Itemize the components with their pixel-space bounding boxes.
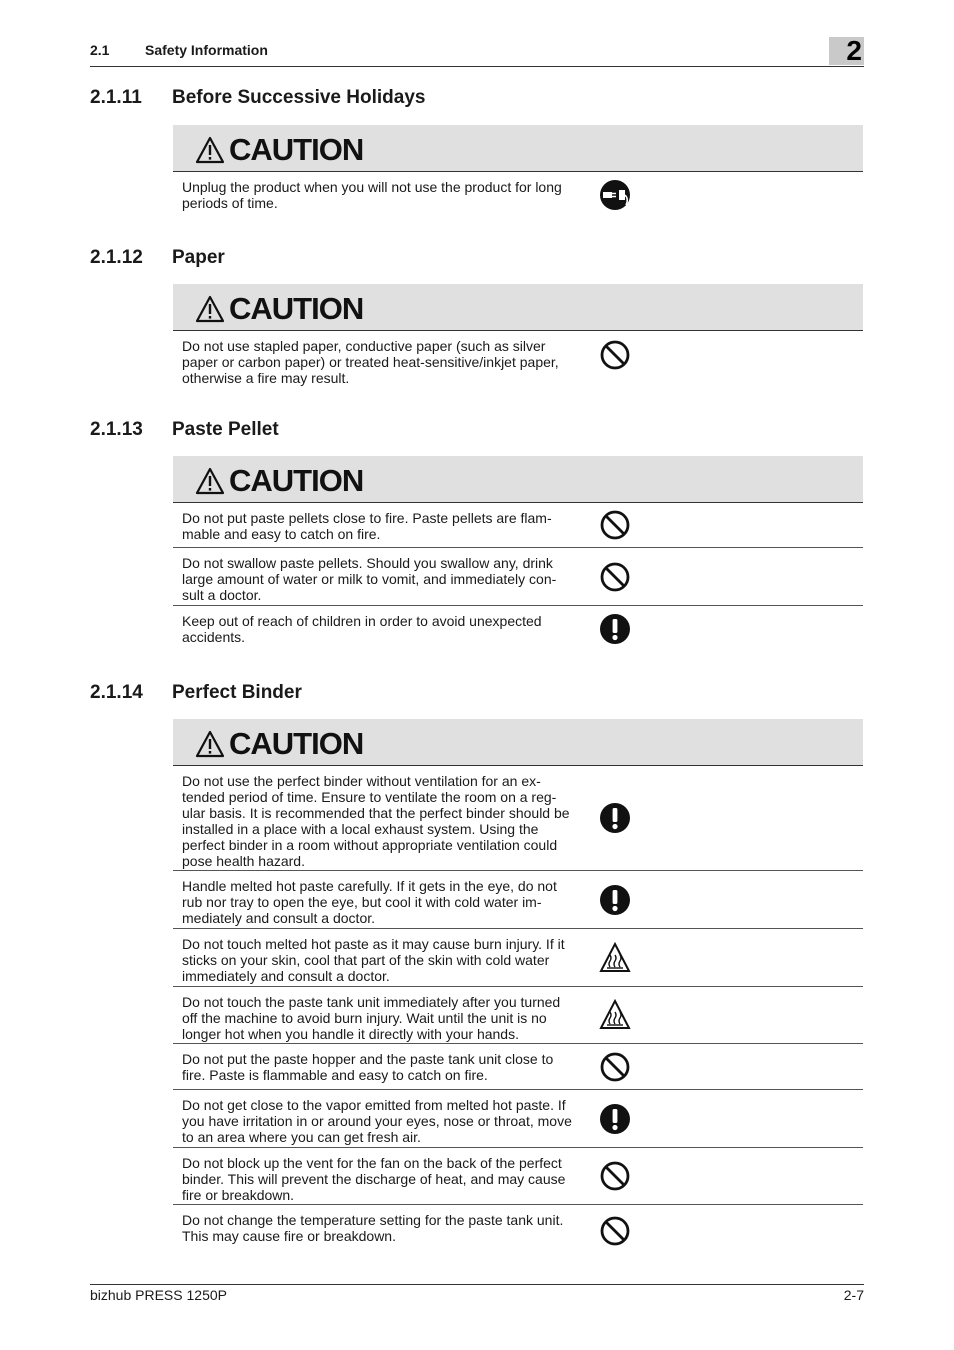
header-section-title: Safety Information: [145, 42, 268, 58]
caution-label: CAUTION: [229, 291, 364, 326]
caution-text: Do not use the perfect binder without ventilation for an ex-tended period of time. Ensure to ventilate the room on a reg-ular basis. It is recommended that the perfect binder should be installed in a place with a local exhaust system. Using the perfect binder in a room without appropriate ventilation could pose health hazard.: [182, 773, 570, 869]
running-header: [90, 40, 864, 67]
caution-row: [173, 1205, 863, 1257]
caution-row: [173, 766, 863, 871]
caution-header: [173, 125, 863, 172]
caution-header: [173, 284, 863, 331]
caution-row: [173, 1044, 863, 1090]
footer-product: bizhub PRESS 1250P: [90, 1287, 227, 1303]
prohibited-icon: [599, 339, 631, 371]
caution-label: CAUTION: [229, 463, 364, 498]
section-number: 2.1.13: [90, 419, 143, 440]
caution-row: [173, 1090, 863, 1148]
caution-text: Do not touch the paste tank unit immediately after you turned off the machine to avoid burn injury. Wait until the unit is no longer hot when you handle it directly with your hands.: [182, 994, 561, 1042]
caution-row: [173, 172, 863, 218]
section-title: Paper: [172, 247, 225, 268]
hot-surface-icon: [599, 942, 631, 974]
caution-header: [173, 719, 863, 766]
caution-row: [173, 1148, 863, 1205]
prohibited-icon: [599, 1160, 631, 1192]
mandatory-icon: [599, 884, 631, 916]
section-heading: [90, 419, 864, 441]
section-heading: [90, 682, 864, 704]
section-title: Perfect Binder: [172, 682, 302, 703]
prohibited-icon: [599, 1215, 631, 1247]
caution-label: CAUTION: [229, 132, 364, 167]
section: [90, 247, 864, 386]
caution-text: Do not block up the vent for the fan on the back of the perfect binder. This will prevent the discharge of heat, and may cause fire or breakdown.: [182, 1155, 566, 1203]
mandatory-icon: [599, 1103, 631, 1135]
caution-box: [173, 456, 863, 652]
caution-text: Do not change the temperature setting for the paste tank unit. This may cause fire or breakdown.: [182, 1212, 564, 1244]
section: [90, 87, 864, 211]
caution-box: [173, 719, 863, 1257]
caution-text: Do not use stapled paper, conductive paper (such as silver paper or carbon paper) or treated heat-sensitive/inkjet paper, otherwise a fire may result.: [182, 338, 559, 386]
caution-text: Keep out of reach of children in order to avoid unexpected accidents.: [182, 613, 542, 645]
caution-row: [173, 987, 863, 1044]
caution-text: Do not touch melted hot paste as it may cause burn injury. If it sticks on your skin, cool that part of the skin with cold water immediately and consult a doctor.: [182, 936, 565, 984]
section: [90, 419, 864, 645]
header-section-number: 2.1: [90, 42, 110, 58]
mandatory-icon: [599, 802, 631, 834]
section-title: Paste Pellet: [172, 419, 279, 440]
caution-header: [173, 456, 863, 503]
section-number: 2.1.12: [90, 247, 143, 268]
caution-box: [173, 284, 863, 386]
unplug-icon: [599, 179, 631, 211]
chapter-tab: [829, 37, 864, 65]
caution-text: Unplug the product when you will not use the product for long periods of time.: [182, 179, 562, 211]
caution-box: [173, 125, 863, 218]
caution-row: [173, 606, 863, 652]
caution-label: CAUTION: [229, 726, 364, 761]
chapter-number: 2: [846, 35, 862, 66]
prohibited-icon: [599, 509, 631, 541]
footer-page-number: 2-7: [843, 1287, 864, 1303]
caution-text: Do not swallow paste pellets. Should you swallow any, drink large amount of water or milk to vomit, and immediately con-sult a doctor.: [182, 555, 557, 603]
hot-surface-icon: [599, 999, 631, 1031]
mandatory-icon: [599, 613, 631, 645]
prohibited-icon: [599, 561, 631, 593]
footer: [90, 1284, 864, 1303]
caution-row: [173, 503, 863, 548]
caution-row: [173, 929, 863, 987]
caution-row: [173, 331, 863, 386]
caution-text: Do not get close to the vapor emitted from melted hot paste. If you have irritation in or around your eyes, nose or throat, move to an area where you can get fresh air.: [182, 1097, 572, 1145]
caution-row: [173, 871, 863, 929]
section-title: Before Successive Holidays: [172, 87, 426, 108]
section-heading: [90, 87, 864, 109]
caution-text: Do not put the paste hopper and the paste tank unit close to fire. Paste is flammable and easy to catch on fire.: [182, 1051, 554, 1083]
section-number: 2.1.11: [90, 87, 142, 108]
caution-row: [173, 548, 863, 606]
section: [90, 682, 864, 1244]
section-heading: [90, 247, 864, 269]
caution-text: Do not put paste pellets close to fire. Paste pellets are flam-mable and easy to catch on fire.: [182, 510, 552, 542]
prohibited-icon: [599, 1051, 631, 1083]
caution-text: Handle melted hot paste carefully. If it gets in the eye, do not rub nor tray to open the eye, but cool it with cold water im-mediately and consult a doctor.: [182, 878, 557, 926]
section-number: 2.1.14: [90, 682, 143, 703]
